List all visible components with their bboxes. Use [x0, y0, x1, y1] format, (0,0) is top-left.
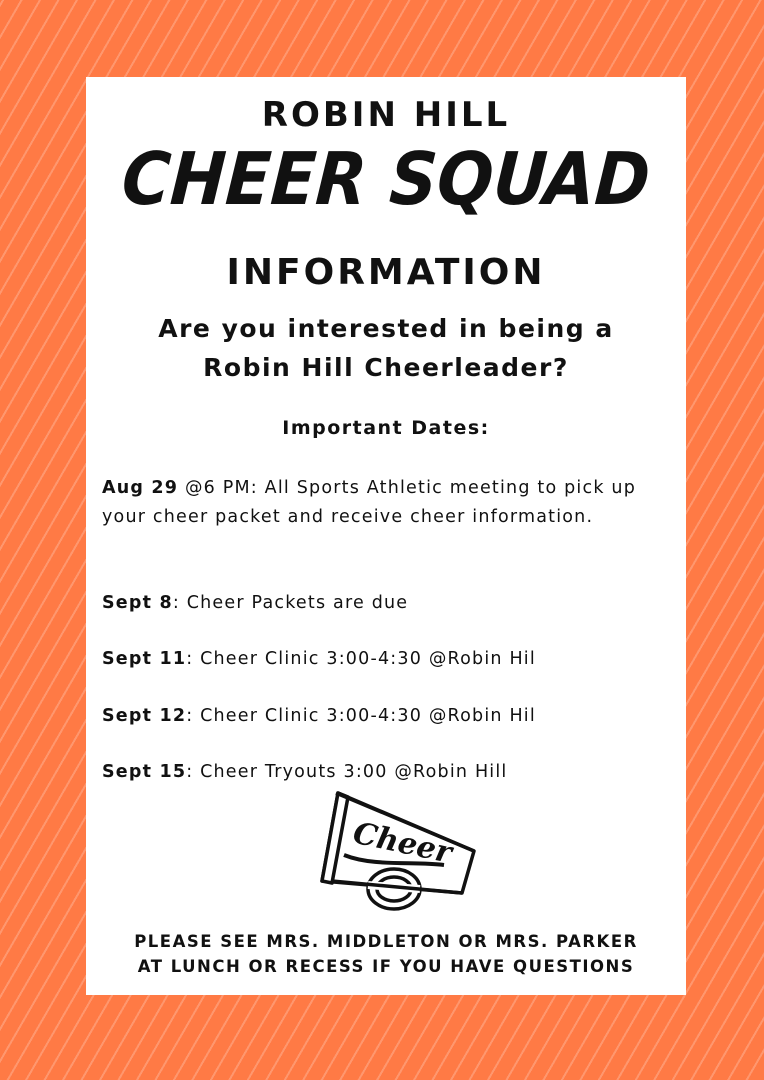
footer-line-1: PLEASE SEE MRS. MIDDLETON OR MRS. PARKER [134, 932, 638, 951]
entry-date: Sept 12 [102, 706, 187, 726]
flyer-card [86, 77, 686, 995]
megaphone-label: Cheer [350, 815, 455, 871]
dates-heading: Important Dates: [282, 417, 490, 439]
question-line-2: Robin Hill Cheerleader? [203, 353, 569, 382]
flyer-title: CHEER SQUAD [119, 137, 653, 222]
megaphone-icon [314, 785, 484, 915]
footer-note [86, 929, 686, 979]
date-entry [102, 645, 662, 674]
entry-date: Sept 11 [102, 649, 187, 669]
entry-date: Sept 15 [102, 762, 187, 782]
entry-text: : Cheer Clinic 3:00-4:30 @Robin Hil [186, 706, 536, 726]
school-name: ROBIN HILL [261, 95, 511, 135]
entry-text: @6 PM: All Sports Athletic meeting to pick up your cheer packet and receive cheer information. [102, 478, 637, 527]
flyer-subtitle: INFORMATION [226, 252, 546, 293]
footer-line-2: AT LUNCH OR RECESS IF YOU HAVE QUESTIONS [137, 957, 635, 976]
entry-date: Aug 29 [102, 478, 179, 498]
entry-text: : Cheer Clinic 3:00-4:30 @Robin Hil [186, 649, 536, 669]
question-text [86, 309, 686, 387]
entry-text: : Cheer Tryouts 3:00 @Robin Hill [186, 762, 508, 782]
question-line-1: Are you interested in being a [158, 314, 614, 343]
date-entry [102, 474, 662, 532]
entry-date: Sept 8 [102, 593, 173, 613]
entry-text: : Cheer Packets are due [172, 593, 409, 613]
date-entry [102, 702, 662, 731]
date-entry [102, 758, 662, 787]
date-entry [102, 589, 662, 618]
